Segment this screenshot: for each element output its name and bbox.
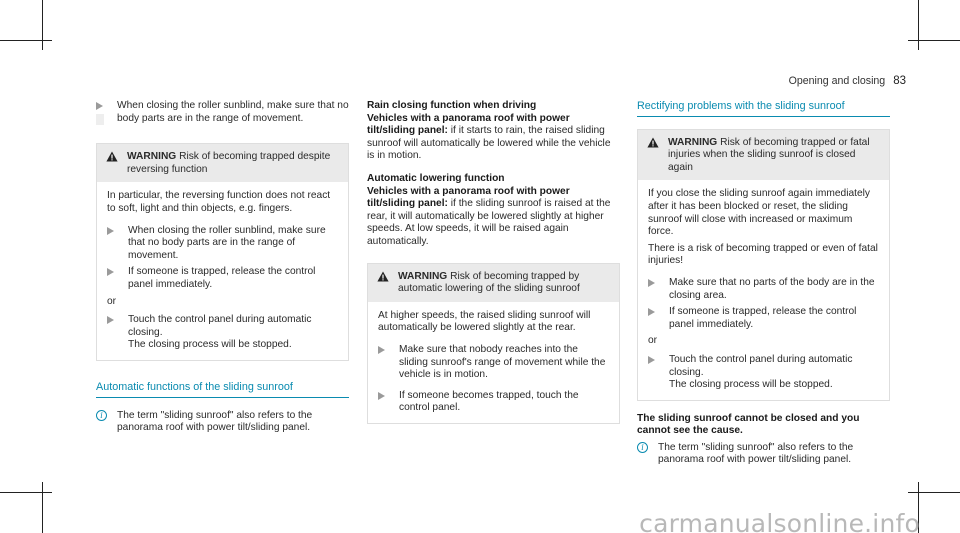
warning-triangle-icon [647,137,659,148]
warning-triangle-icon [377,271,389,282]
list-item: Touch the control panel during automatic closing. The closing process will be stopped. [648,354,879,392]
bullet-bar [96,114,104,125]
warning-label: WARNING [127,151,177,163]
list-item: When closing the roller sunblind, make sure that no body parts are in the range of movement. [96,100,349,125]
column-left [96,100,349,435]
warning-text: There is a risk of becoming trapped or even of fatal injuries! [648,242,878,267]
bullet-arrow-icon [107,268,114,276]
list-item: Make sure that no parts of the body are in the closing area. [648,277,879,302]
or-text: or [648,335,658,347]
heading: Automatic lowering function [367,172,505,184]
crop-mark [42,0,43,50]
paragraph: Vehicles with a panorama roof with power tilt/sliding panel: if the sliding sunroof is raised at the rear, it will automatically be lowered slightly at higher speeds. At low speeds, it will be raised again automatically. [367,185,611,247]
warning-title: Risk of becoming trapped despite reversing function [127,151,331,175]
warning-body [638,180,889,399]
bullet-arrow-icon [648,279,655,287]
header-title: Opening and closing [788,75,886,87]
heading: Rain closing function when driving [367,100,537,111]
page-number: 83 [893,75,906,87]
warning-header [368,264,619,302]
warning-title: Risk of becoming trapped or fatal injuries when the sliding sunroof is closed again [668,136,870,173]
warning-title: Risk of becoming trapped by automatic lowering of the sliding sunroof [398,270,580,295]
page-header [789,75,906,88]
list-item: Touch the control panel during automatic closing. The closing process will be stopped. [107,314,338,352]
heading: The sliding sunroof cannot be closed and you cannot see the cause. [637,412,860,437]
paragraph: Vehicles with a panorama roof with power tilt/sliding panel: if it starts to rain, the raised sliding sunroof will automatically be lowered while the vehicle is in motion. [367,112,611,162]
info-icon: i [637,442,648,453]
warning-text: At higher speeds, the raised sliding sunroof will automatically be lowered slightly at the rear. [378,309,591,334]
warning-triangle-icon [106,151,118,162]
bullet-arrow-icon [378,346,385,354]
column-right [637,100,890,467]
warning-label: WARNING [668,136,718,148]
warning-label: WARNING [398,270,448,282]
bullet-arrow-icon [107,227,114,235]
warning-header [638,130,889,181]
note: i The term "sliding sunroof" also refers to the panorama roof with power tilt/sliding panel. [637,442,890,467]
column-middle [367,100,620,424]
bullet-arrow-icon [107,316,114,324]
or-text: or [107,295,117,307]
bullet-arrow-icon [648,356,655,364]
list-item: If someone is trapped, release the control panel immediately. [107,266,338,291]
crop-mark [908,40,960,41]
section-title: Rectifying problems with the sliding sunroof [637,100,890,117]
warning-box [96,143,349,361]
list-item: Make sure that nobody reaches into the sliding sunroof's range of movement while the vehicle is in motion. [378,344,609,382]
note: i The term "sliding sunroof" also refers to the panorama roof with power tilt/sliding panel. [96,410,349,435]
warning-text: In particular, the reversing function does not react to soft, light and thin objects, e.g. fingers. [107,190,331,214]
crop-mark [908,492,960,493]
warning-body [97,182,348,360]
info-icon: i [96,410,107,421]
warning-header [97,144,348,182]
warning-text: If you close the sliding sunroof again immediately after it has been blocked or reset, the sliding sunroof will close with increased or maximum force. [648,188,870,238]
bullet-arrow-icon [648,308,655,316]
warning-box [367,263,620,424]
section-title: Automatic functions of the sliding sunroof [96,381,349,398]
bullet-arrow-icon [96,102,103,110]
crop-mark [0,492,52,493]
crop-mark [0,40,52,41]
crop-mark [42,482,43,533]
list-item: When closing the roller sunblind, make sure that no body parts are in the range of movement. [107,225,338,263]
list-item: If someone becomes trapped, touch the control panel. [378,390,609,415]
warning-body [368,302,619,423]
list-item: If someone is trapped, release the control panel immediately. [648,306,879,331]
warning-box [637,129,890,401]
crop-mark [918,0,919,50]
bullet-arrow-icon [378,392,385,400]
watermark: carmanualsonline.info [639,509,920,533]
